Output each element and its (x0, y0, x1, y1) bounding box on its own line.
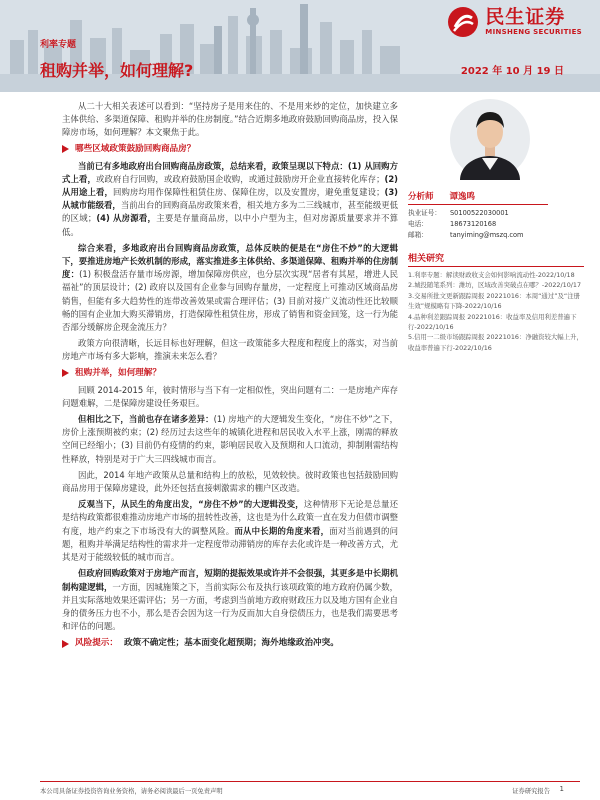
analyst-info-row (408, 208, 584, 219)
logo-chinese-name: 民生证券 (485, 6, 566, 28)
bold-text: (2) 从用途上看， (62, 173, 399, 198)
minsheng-logo-icon (447, 6, 479, 38)
analyst-header (408, 190, 548, 205)
bold-text: 综合来看，多地政府出台回购商品房政策，总体反映的便是在“房住不炒”的大逻辑下，要推进房地产长效机制的形成，落实推进多主体供给、多渠道保障、租购并举的住房制度： (62, 242, 398, 280)
related-research-item[interactable]: 3.交易所批文更新跟踪周报 20221016：本周“通过”及“注册生效”规模略有下降-2022/10/16 (408, 291, 581, 311)
bold-text: 当前已有多地政府出台回购商品房政策，总结来看，政策呈现以下特点：(1) 从回购方式上看， (62, 160, 398, 184)
section-title-2: 租购并举，如何理解？ (75, 367, 161, 378)
analyst-photo (450, 98, 530, 180)
related-research-item[interactable]: 4.品种利差跟踪周报 20221016：收益率及信用利差普遍下行-2022/10/16 (408, 312, 577, 332)
bold-text: 而从中长期的角度来看， (234, 525, 330, 536)
logo-english-name: MINSHENG SECURITIES (485, 28, 582, 36)
related-research-list (408, 270, 584, 353)
footer-disclaimer: 本公司具备证券投资咨询业务资格，请务必阅读最后一页免责声明 (40, 788, 223, 795)
bold-text: 但政府回购政策对于房地产而言，短期的提振效果或许并不会很强，其更多是中长期机制构建逻辑， (62, 568, 398, 592)
analyst-name: 谭逸鸣 (449, 192, 476, 202)
footer-divider (40, 781, 580, 782)
paragraph-2014-policy: 因此，2014 年地产政策从总量和结构上的放松，见效较快。彼时政策也包括鼓励回购商品房用于保障房建设，此外还包括直接刺激需求的棚户区改造。 (62, 469, 398, 494)
related-research-item[interactable]: 1.利率专题：解读财政收支会如何影响流动性-2022/10/18 (408, 271, 575, 279)
analyst-info-row (408, 230, 584, 241)
info-value: 18673120168 (450, 220, 497, 228)
section-arrow-icon (62, 145, 69, 153)
bold-text: 反观当下，从民生的角度出发，“房住不炒”的大逻辑没变， (78, 499, 304, 510)
paragraph-current-view (62, 498, 398, 564)
body-text: 一方面，因城施策之下，当前实际公布及执行该项政策的地方政府仍属少数，并且实际落地效果还需评估；另一方面，考虑到当前地方政府财政压力以及地方国有企业自身的债务压力也不小，那么是否会因为这一行为反而加大自身偿债压力，也是我们需要思考和评估的问题。 (62, 581, 398, 632)
info-key: 邮箱： (408, 231, 428, 239)
page-number: 1 (559, 785, 564, 793)
related-research-item[interactable]: 2.城投随笔系列：潍坊，区域改善突破点在哪？-2022/10/17 (408, 281, 582, 290)
paragraph-long-term (62, 567, 398, 633)
company-logo (447, 6, 582, 38)
analyst-label: 分析师 (408, 192, 434, 202)
paragraph-outlook: 政策方向很清晰，长远目标也好理解，但这一政策能多大程度和程度上的落实，对当前房地产市场有多大影响，推演未来怎么看？ (62, 338, 398, 362)
report-title: 租购并举，如何理解? (40, 61, 194, 80)
report-series-tag: 利率专题 (40, 40, 77, 50)
body-text: 主要是存量商品房，以中小户型为主，但对房源质量要求并不算低。 (62, 213, 399, 237)
info-key: 电话： (408, 220, 428, 228)
related-research-item[interactable]: 5.信用一二级市场跟踪周报 20221016：净融资较大幅上升，收益率普遍下行-2022/10/16 (408, 333, 583, 352)
intro-paragraph: 从二十大相关表述可以看到：“坚持房子是用来住的、不是用来炒的定位，加快建立多主体供给、多渠道保障、租购并举的住房制度。”结合近期多地政府鼓励回购商品房，投入保障房市场，如何理解？本文聚焦于此。 (62, 101, 398, 138)
body-text: 回购房均用作保障性租赁住房、保障住房，以及安置房，避免重复建设； (112, 187, 385, 198)
bold-text: 但相比之下，当前也存在诸多差异： (78, 414, 214, 425)
body-text: 或政府自行回购，或政府鼓励国企收购，或通过鼓励房开企业直接转化库存； (95, 173, 385, 184)
analyst-info-row (408, 219, 584, 230)
related-research-title: 相关研究 (408, 251, 584, 267)
info-key: 执业证号： (408, 209, 441, 217)
section-heading-2 (62, 367, 398, 380)
main-content (62, 100, 398, 651)
analyst-info (408, 208, 584, 241)
risk-warning (62, 637, 398, 650)
header-banner (0, 0, 600, 92)
bold-text: (3) 从城市能级看， (62, 187, 399, 211)
body-text: 面对当前遇到的问题，租购并举满足结构性的需求并一定程度带动滞销房的库存去化或许是一种改善方式，尤其是对于能级较低的城市而言。 (62, 525, 399, 563)
footer-report-type: 证券研究报告 (512, 788, 550, 795)
paragraph-summary (62, 242, 398, 334)
analyst-email-link[interactable]: tanyiming@mszq.com (450, 231, 524, 239)
body-text: (1) 积极盘活存量市场房源，增加保障房供应，也分层次实现“居者有其屋，增进人民福祉”的顶层设计；(2) 政府以及国有企业参与回购存量房，一定程度上可推动区域商品房销售，但能有多大趋势性的连带改善效果或需合理评估；(3) 目前对接广义流动性还比较顺畅的国有企业加大购买滞销房，打造保障性租赁住房，形成了销售和资金回笼，这一行为能否部分缓解房企现金流压力？ (62, 269, 398, 333)
report-date: 2022 年 10 月 19 日 (460, 66, 564, 77)
paragraph-differences (62, 413, 398, 466)
sidebar (408, 92, 584, 353)
risk-text: 政策不确定性；基本面变化超预期；海外地缘政治冲突。 (123, 638, 339, 649)
info-value: S0100522030001 (450, 209, 509, 217)
section-arrow-icon (62, 640, 69, 648)
section-arrow-icon (62, 369, 69, 377)
body-text: 这种情形下无论是总量还是结构政策都很难推动房地产市场的扭转性改善，这也是为什么政策一直在发力但债市调整有度，地产约束之下市场没有大的调整风险。 (62, 499, 398, 536)
paragraph-policy-features (62, 160, 398, 239)
bold-text: (4) 从房源看， (96, 213, 157, 224)
section-title-1: 哪些区域政策鼓励回购商品房？ (75, 143, 196, 154)
risk-label: 风险提示： (75, 638, 118, 649)
body-text: 当前出台的回购商品房政策来看，相关地方多为二三线城市，甚至能级更低的区域； (62, 200, 399, 224)
body-text: (1) 房地产的大逻辑发生变化，“房住不炒”之下，房价上涨预期被约束；(2) 经历过去这些年的城镇化进程和居民收入水平上涨，刚需的释放空间已经缩小；(3) 目前仍有疫情的约束，影响居民收入及预期和人口流动，抑制刚需结构性释放，特别是对于广大三四线城市而言。 (62, 414, 399, 464)
section-heading-1 (62, 143, 398, 156)
paragraph-review: 回顾 2014-2015 年，彼时情形与当下有一定相似性，突出问题有二：一是房地产库存问题难解，二是保障房建设任务艰巨。 (62, 384, 398, 408)
